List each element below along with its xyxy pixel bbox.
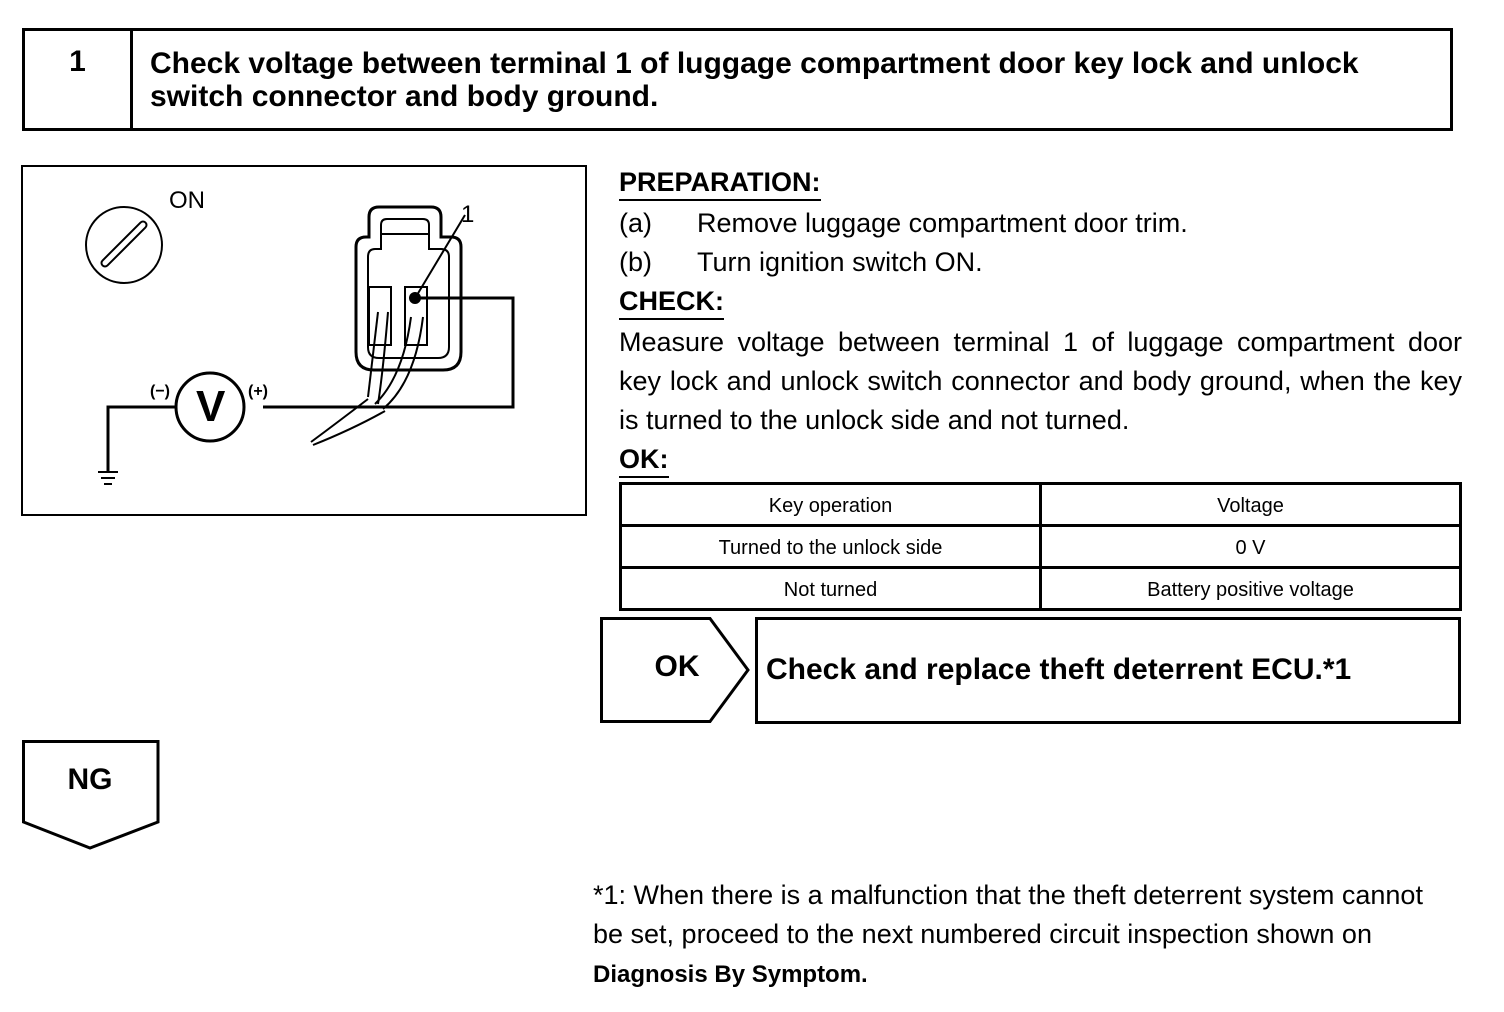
step-header [22, 28, 1453, 131]
preparation-heading: PREPARATION: [619, 165, 821, 201]
wire-harness-tail-1 [311, 399, 368, 442]
preparation-step [619, 243, 1462, 282]
instruction-text [619, 163, 1462, 481]
ok-heading: OK: [619, 442, 669, 478]
wire-harness-tail-2 [313, 411, 385, 445]
table-cell: Turned to the unlock side [621, 526, 1041, 568]
footnote-reference: Diagnosis By Symptom. [593, 961, 868, 988]
table-cell: Not turned [621, 568, 1041, 610]
ok-result-label: OK [654, 650, 700, 683]
preparation-step [619, 204, 1462, 243]
column-header-voltage: Voltage [1041, 484, 1461, 526]
ok-result-action: Check and replace theft deterrent ECU.*1 [755, 617, 1461, 724]
check-text: Measure voltage between terminal 1 of luggage compartment door key lock and unlock switch connector and body ground, when the key is turned to the unlock side and not turned. [619, 327, 1462, 435]
step-letter: (b) [619, 247, 652, 277]
ignition-key-slot-inner [105, 225, 143, 263]
table-row [621, 526, 1461, 568]
check-heading: CHECK: [619, 284, 724, 320]
terminal-number-label: 1 [461, 201, 475, 228]
positive-terminal-label: (+) [248, 383, 268, 400]
step-letter: (a) [619, 208, 652, 238]
table-cell: 0 V [1041, 526, 1461, 568]
footnote-text: *1: When there is a malfunction that the theft deterrent system cannot be set, proceed to the next numbered circuit inspection shown on [593, 880, 1423, 949]
step-text: Turn ignition switch ON. [697, 247, 983, 277]
negative-terminal-label: (−) [150, 383, 170, 400]
wiring-diagram-svg [23, 167, 589, 518]
step-number: 1 [25, 31, 133, 128]
voltmeter-symbol: V [196, 382, 226, 431]
negative-probe-lead [108, 407, 176, 472]
ng-result-label: NG [67, 763, 113, 796]
footnote [593, 876, 1453, 994]
step-title: Check voltage between terminal 1 of luggage compartment door key lock and unlock switch connector and body ground. [150, 47, 1359, 113]
table-cell: Battery positive voltage [1041, 568, 1461, 610]
column-header-key-operation: Key operation [621, 484, 1041, 526]
wiring-illustration [21, 165, 587, 516]
ok-criteria-table [619, 482, 1462, 611]
table-header-row [621, 484, 1461, 526]
step-text: Remove luggage compartment door trim. [697, 208, 1188, 238]
ignition-on-label: ON [169, 187, 205, 214]
table-row [621, 568, 1461, 610]
